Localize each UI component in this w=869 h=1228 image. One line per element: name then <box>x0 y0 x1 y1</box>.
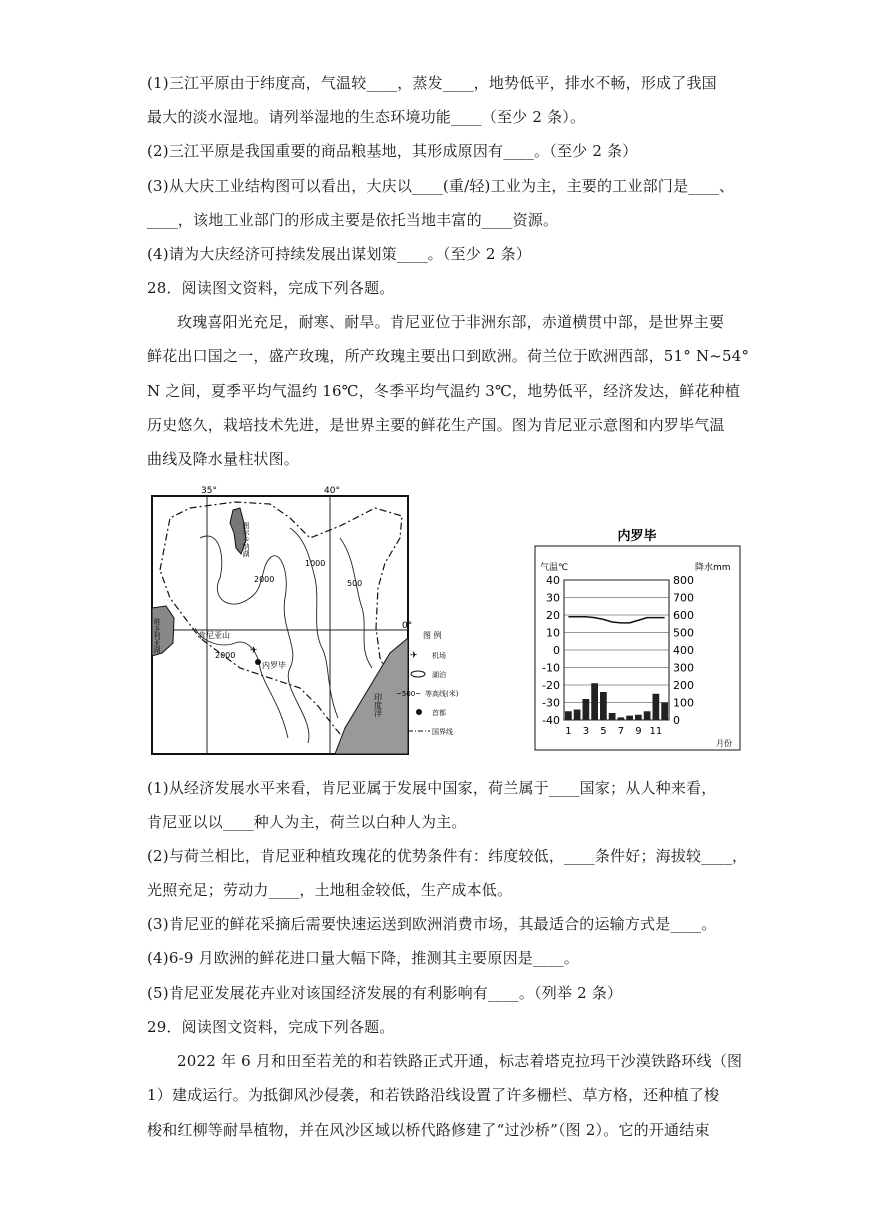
legend-border: 国界线 <box>432 728 453 736</box>
precip-bar <box>661 703 668 721</box>
precip-bar <box>644 711 651 720</box>
q28-paragraph-line: 曲线及降水量柱状图。 <box>147 450 300 468</box>
y2-tick-label: 800 <box>673 574 694 587</box>
y2-tick-label: 600 <box>673 609 694 622</box>
precip-bar <box>583 699 590 720</box>
q28-item2-line1: (2)与荷兰相比，肯尼亚种植玫瑰花的优势条件有：纬度较低，____条件好；海拔较____， <box>147 847 748 865</box>
temperature-line <box>568 617 664 623</box>
q28-item3: (3)肯尼亚的鲜花采摘后需要快速运送到欧洲消费市场，其最适合的运输方式是____。 <box>147 915 717 933</box>
y-tick-label: 40 <box>546 574 560 587</box>
y2-tick-label: 0 <box>673 714 680 727</box>
y2-tick-label: 400 <box>673 644 694 657</box>
x-axis-label: 月份 <box>716 739 732 748</box>
precip-bar <box>600 692 607 720</box>
precip-bar <box>653 694 660 720</box>
capital-dot <box>255 659 261 665</box>
x-tick-label: 5 <box>600 726 607 737</box>
capital-icon <box>416 709 422 715</box>
airport-icon: ✈ <box>410 651 418 661</box>
q27-item2: (2)三江平原是我国重要的商品粮基地，其形成原因有____。（至少 2 条） <box>147 142 638 160</box>
lake-turkana-label: 图尔卡纳湖 <box>242 522 250 557</box>
y-tick-label: -20 <box>542 679 560 692</box>
y-tick-label: 30 <box>546 591 560 605</box>
q28-paragraph-line: N 之间，夏季平均气温约 16℃，冬季平均气温约 3℃，地势低平，经济发达，鲜花种植 <box>147 382 741 400</box>
contour-label: 1000 <box>305 559 326 568</box>
q29-paragraph-line: 梭和红柳等耐旱植物，并在风沙区域以桥代路修建了“过沙桥”（图 2）。它的开通结束 <box>147 1121 710 1139</box>
y-axis-label: 气温℃ <box>540 563 569 573</box>
q27-item3-line2: ____，该地工业部门的形成主要是依托当地丰富的____资源。 <box>147 211 559 229</box>
q28-heading: 28．阅读图文资料，完成下列各题。 <box>147 279 395 297</box>
q28-item1-line1: (1)从经济发展水平来看，肯尼亚属于发展中国家，荷兰属于____国家；从人种来看， <box>147 779 717 797</box>
precip-bar <box>618 717 625 720</box>
q27-item1-line1: (1)三江平原由于纬度高，气温较____，蒸发____，地势低平，排水不畅，形成了我国 <box>147 74 717 92</box>
q28-paragraph-line: 历史悠久，栽培技术先进，是世界主要的鲜花生产国。图为肯尼亚示意图和内罗毕气温 <box>147 416 725 434</box>
precip-bar <box>635 715 642 720</box>
y2-tick-label: 200 <box>673 679 694 692</box>
q28-item1-line2: 肯尼亚以以____种人为主，荷兰以白种人为主。 <box>147 813 467 831</box>
y2-axis-label: 降水mm <box>695 563 731 573</box>
y2-tick-label: 100 <box>673 696 694 710</box>
x-tick-label: 11 <box>649 726 663 737</box>
legend-airport: 机场 <box>432 652 446 660</box>
lon-40-label: 40° <box>324 486 340 496</box>
legend-contour-value: ~500~ <box>396 690 422 698</box>
y2-tick-label: 500 <box>673 626 694 640</box>
y-tick-label: -10 <box>542 661 560 675</box>
lake-victoria-label: 维多利亚湖 <box>153 618 161 653</box>
lake-icon <box>411 671 425 677</box>
y-tick-label: 0 <box>553 644 560 657</box>
nairobi-climate-chart <box>535 528 740 750</box>
legend-contour: 等高线(米) <box>425 690 459 698</box>
contour-label: 2000 <box>215 651 236 660</box>
legend-capital: 首都 <box>432 709 446 717</box>
y2-tick-label: 700 <box>673 591 694 605</box>
q28-item5: (5)肯尼亚发展花卉业对该国经济发展的有利影响有____。（列举 2 条） <box>147 984 623 1002</box>
lon-35-label: 35° <box>201 486 217 496</box>
chart-title: 内罗毕 <box>617 529 657 544</box>
q27-item4: (4)请为大庆经济可持续发展出谋划策____。（至少 2 条） <box>147 245 532 263</box>
indian-ocean-label: 印度洋 <box>373 693 383 717</box>
x-tick-label: 7 <box>617 726 625 737</box>
precip-bar <box>591 683 598 720</box>
capital-label: 内罗毕 <box>262 661 286 670</box>
q29-heading: 29．阅读图文资料，完成下列各题。 <box>147 1018 395 1036</box>
legend-title: 图 例 <box>423 631 442 640</box>
y-tick-label: -40 <box>542 714 560 727</box>
precip-bar <box>565 711 572 720</box>
airport-icon: ✈ <box>250 646 258 656</box>
q27-item1-line2: 最大的淡水湿地。请列举湿地的生态环境功能____（至少 2 条）。 <box>147 108 586 126</box>
q28-paragraph-line: 玫瑰喜阳光充足，耐寒、耐旱。肯尼亚位于非洲东部，赤道横贯中部，是世界主要 <box>177 313 725 331</box>
y-tick-label: 10 <box>546 626 560 640</box>
precip-bar <box>574 710 581 721</box>
precip-bar <box>609 713 616 720</box>
q29-paragraph-line: 2022 年 6 月和田至若羌的和若铁路正式开通，标志着塔克拉玛干沙漠铁路环线（图 <box>177 1052 743 1070</box>
contour-label: 2000 <box>254 575 275 584</box>
contour-label: 500 <box>347 579 363 588</box>
q27-item3-line1: (3)从大庆工业结构图可以看出，大庆以____(重/轻)工业为主，主要的工业部门是____、 <box>147 177 735 195</box>
y-tick-label: -30 <box>542 696 560 710</box>
y2-tick-label: 300 <box>673 661 694 675</box>
equator-label: 0° <box>402 621 413 631</box>
q28-item2-line2: 光照充足；劳动力____，土地租金较低，生产成本低。 <box>147 881 513 899</box>
region-label: 肯尼亚山 <box>198 631 230 640</box>
kenya-map <box>152 486 459 754</box>
precip-bar <box>626 716 633 720</box>
y-tick-label: 20 <box>546 609 560 622</box>
q28-item4: (4)6-9 月欧洲的鲜花进口量大幅下降，推测其主要原因是____。 <box>147 949 579 967</box>
x-tick-label: 3 <box>582 726 590 737</box>
x-tick-label: 1 <box>565 726 572 737</box>
q28-figure <box>140 478 750 760</box>
legend-lake: 湖泊 <box>432 671 446 679</box>
q29-paragraph-line: 1）建成运行。为抵御风沙侵袭，和若铁路沿线设置了许多栅栏、草方格，还种植了梭 <box>147 1086 720 1104</box>
q28-paragraph-line: 鲜花出口国之一，盛产玫瑰，所产玫瑰主要出口到欧洲。荷兰位于欧洲西部，51° N~54° <box>147 347 750 365</box>
x-tick-label: 9 <box>635 726 642 737</box>
